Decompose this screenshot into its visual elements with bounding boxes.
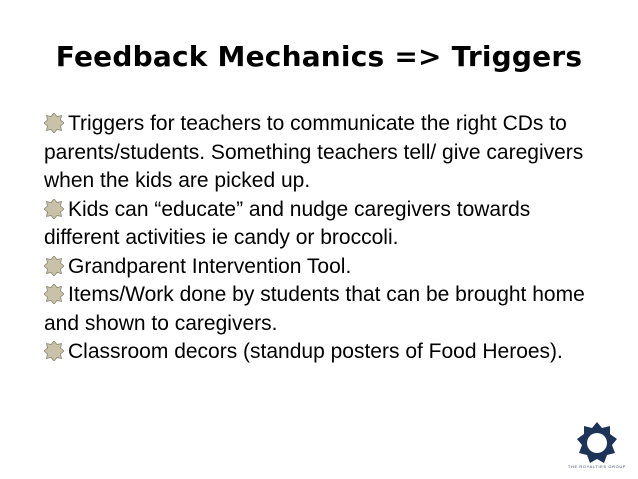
- bullet-text: Grandparent Intervention Tool.: [68, 254, 352, 278]
- bullet-item: [44, 110, 604, 196]
- bullet-item: [44, 196, 604, 253]
- slide-title: Feedback Mechanics => Triggers: [55, 40, 583, 73]
- octagon-star-bullet-icon: [44, 199, 64, 219]
- octagon-star-bullet-icon: [44, 113, 64, 133]
- octagon-star-bullet-icon: [44, 341, 64, 361]
- bullet-item: [44, 338, 604, 367]
- logo-caption: THE ROYALTIES GROUP: [567, 464, 627, 469]
- bullet-text: Triggers for teachers to communicate the right CDs to parents/students. Something teachers tell/ give caregivers when the kids are picked up.: [44, 112, 584, 192]
- bullet-item: [44, 253, 604, 282]
- bullet-text: Items/Work done by students that can be brought home and shown to caregivers.: [44, 283, 585, 335]
- octagon-star-bullet-icon: [44, 284, 64, 304]
- bullet-list: [44, 110, 604, 367]
- octagon-star-bullet-icon: [44, 256, 64, 276]
- bullet-item: [44, 281, 604, 338]
- bullet-text: Kids can “educate” and nudge caregivers towards different activities ie candy or broccoli.: [44, 197, 531, 249]
- ring-logo-icon: [575, 420, 619, 468]
- bullet-text: Classroom decors (standup posters of Food Heroes).: [68, 340, 563, 363]
